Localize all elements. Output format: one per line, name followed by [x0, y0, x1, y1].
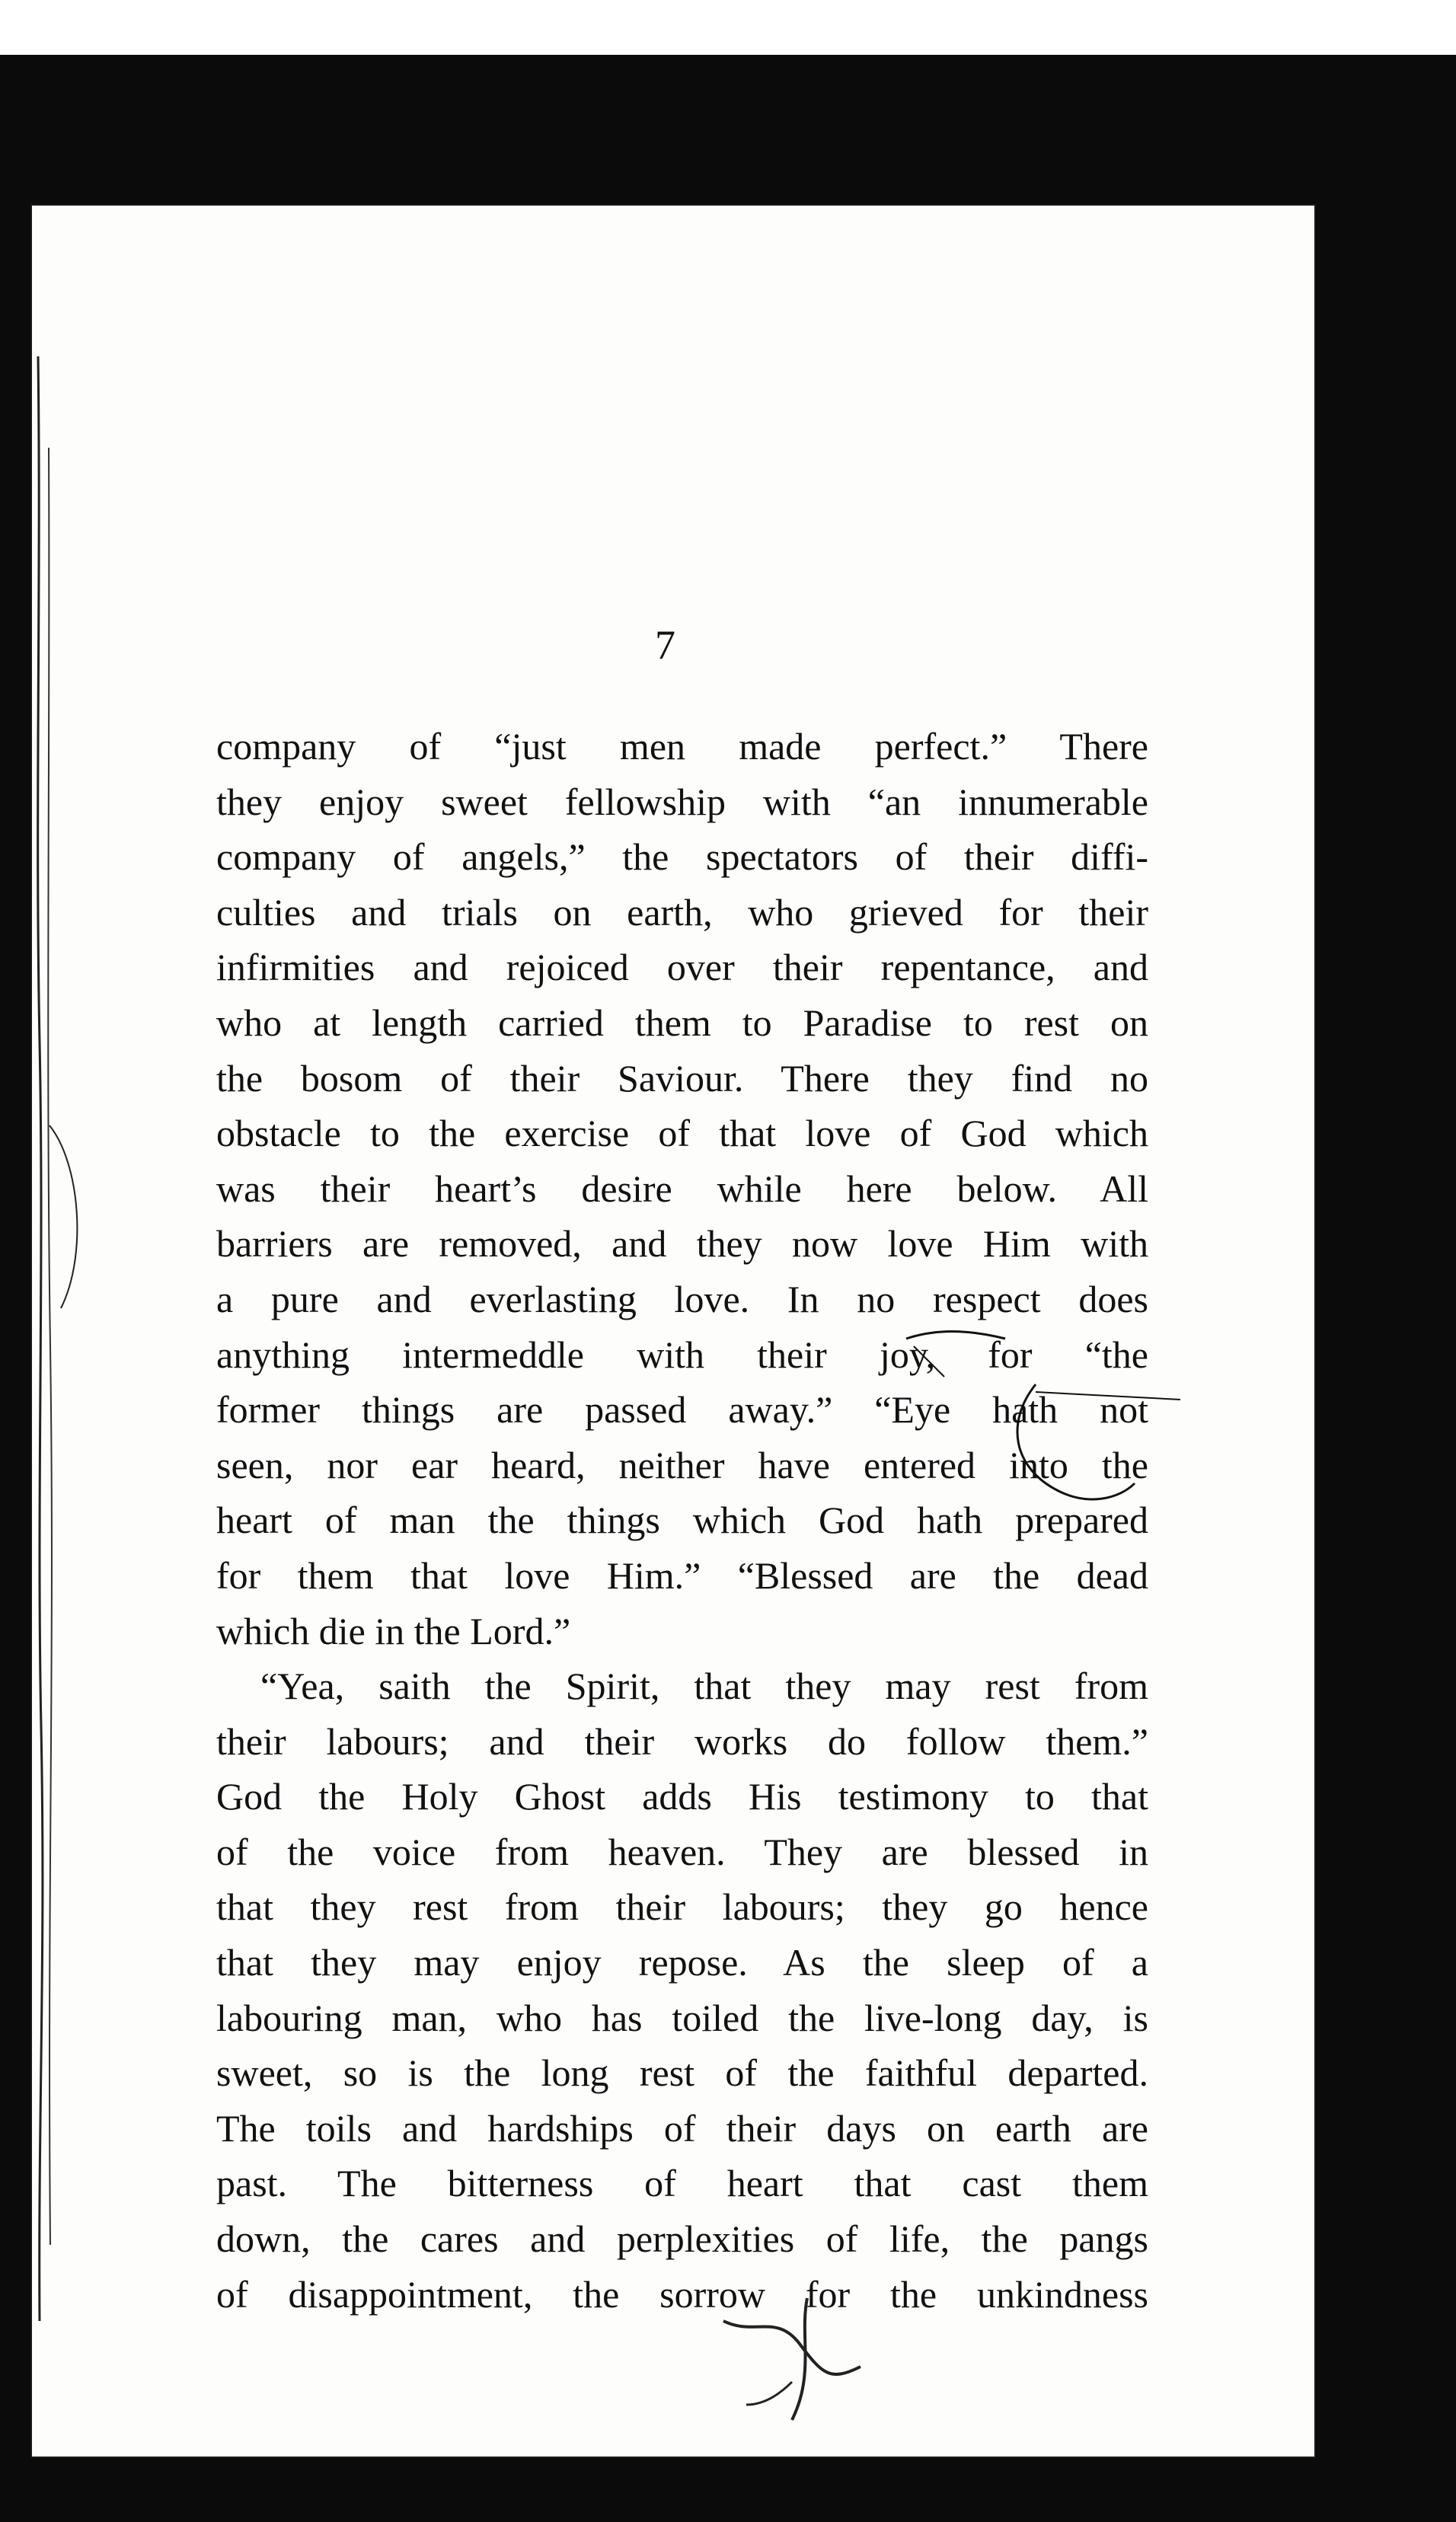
text-line: down, the cares and perplexities of life, the pangs — [216, 2217, 1148, 2261]
text-line: for them that love Him.” “Blessed are the dead — [216, 1553, 1148, 1597]
binding-edge — [30, 356, 56, 2321]
text-line: of disappointment, the sorrow for the unkindness — [216, 2272, 1148, 2316]
text-line: infirmities and rejoiced over their repentance, and — [216, 946, 1148, 989]
text-line: their labours; and their works do follow them.” — [216, 1719, 1148, 1763]
scan-background — [0, 55, 1456, 2522]
text-line: sweet, so is the long rest of the faithful departed. — [216, 2051, 1148, 2095]
text-line: obstacle to the exercise of that love of God which — [216, 1112, 1148, 1155]
text-line: culties and trials on earth, who grieved for their — [216, 890, 1148, 934]
text-line: who at length carried them to Paradise to rest on — [216, 1001, 1148, 1044]
text-line: was their heart’s desire while here below. All — [216, 1167, 1148, 1210]
text-line: labouring man, who has toiled the live-long day, is — [216, 1996, 1148, 2039]
text-line: barriers are removed, and they now love Him with — [216, 1222, 1148, 1266]
page-number: 7 — [655, 622, 675, 668]
text-line: seen, nor ear heard, neither have entered into the — [216, 1443, 1148, 1486]
text-line: that they may enjoy repose. As the sleep of a — [216, 1941, 1148, 1984]
text-line: of the voice from heaven. They are blessed in — [216, 1830, 1148, 1873]
text-line: company of angels,” the spectators of their diffi- — [216, 835, 1148, 879]
text-line: former things are passed away.” “Eye hath not — [216, 1388, 1148, 1432]
text-line: The toils and hardships of their days on earth are — [216, 2106, 1148, 2150]
text-line: which die in the Lord.” — [216, 1609, 571, 1652]
text-line: God the Holy Ghost adds His testimony to that — [216, 1775, 1148, 1818]
text-line: that they rest from their labours; they go hence — [216, 1885, 1148, 1929]
body-text — [216, 719, 1148, 2322]
text-line: a pure and everlasting love. In no respect does — [216, 1277, 1148, 1320]
text-line: anything intermeddle with their joy, for “the — [216, 1333, 1148, 1376]
text-line: company of “just men made perfect.” There — [216, 725, 1148, 768]
book-page — [30, 204, 1316, 2458]
text-line: the bosom of their Saviour. There they find no — [216, 1056, 1148, 1100]
text-line: past. The bitterness of heart that cast them — [216, 2162, 1148, 2205]
text-line: heart of man the things which God hath prepared — [216, 1499, 1148, 1542]
text-line: “Yea, saith the Spirit, that they may rest from — [260, 1665, 1148, 1708]
text-line: they enjoy sweet fellowship with “an innumerable — [216, 780, 1148, 823]
